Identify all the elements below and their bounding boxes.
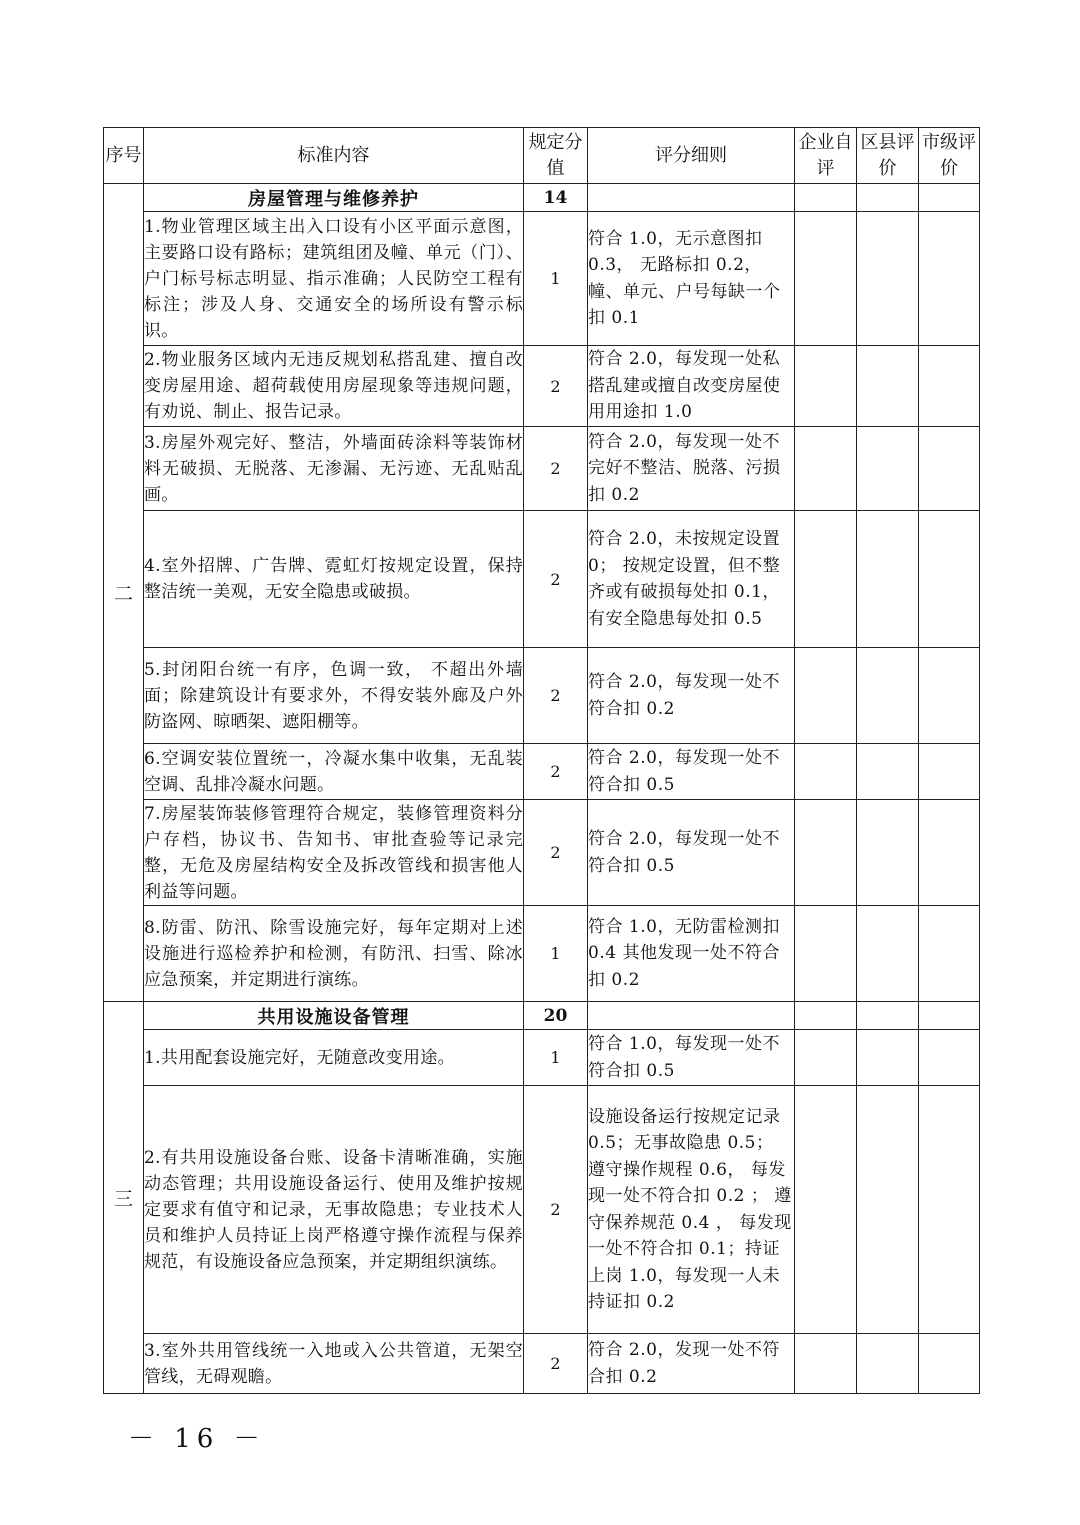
blank-cell [795,184,857,212]
standard-content: 3.房屋外观完好、整洁，外墙面砖涂料等装饰材料无破损、无脱落、无渗漏、无污迹、无乱贴乱画。 [144,427,524,511]
standard-content: 1.共用配套设施完好，无随意改变用途。 [144,1030,524,1086]
table-row [104,744,980,800]
header-rules: 评分细则 [588,128,795,184]
row-points: 1 [524,906,588,1002]
table-row [104,427,980,511]
table-row [104,346,980,427]
header-points: 规定分值 [524,128,588,184]
section-title-row [104,1002,980,1030]
district-eval-cell [857,744,919,800]
section-title: 房屋管理与维修养护 [144,184,524,212]
city-eval-cell [919,1030,980,1086]
city-eval-cell [919,346,980,427]
section-title-row [104,184,980,212]
self-eval-cell [795,1030,857,1086]
header-self-eval: 企业自评 [795,128,857,184]
row-points: 2 [524,346,588,427]
scoring-rule: 设施设备运行按规定记录 0.5；无事故隐患 0.5； 遵守操作规程 0.6， 每发现一处不符合扣 0.2 ； 遵守保养规范 0.4 ， 每发现一处不符合扣 0.1；持证上岗 1.0，每发现一人未持证扣 0.2 [588,1086,795,1334]
district-eval-cell [857,346,919,427]
standard-content: 7.房屋装饰装修管理符合规定，装修管理资料分户存档，协议书、告知书、审批查验等记录完整，无危及房屋结构安全及拆改管线和损害他人利益等问题。 [144,800,524,906]
section-seq: 二 [104,184,144,1002]
city-eval-cell [919,744,980,800]
district-eval-cell [857,511,919,648]
blank-cell [857,1002,919,1030]
table-row [104,800,980,906]
self-eval-cell [795,1086,857,1334]
row-points: 2 [524,511,588,648]
city-eval-cell [919,1334,980,1394]
header-row [104,128,980,184]
blank-cell [919,184,980,212]
city-eval-cell [919,906,980,1002]
standard-content: 5.封闭阳台统一有序，色调一致， 不超出外墙面；除建筑设计有要求外，不得安装外廊及户外防盗网、晾晒架、遮阳棚等。 [144,648,524,744]
blank-cell [919,1002,980,1030]
standard-content: 3.室外共用管线统一入地或入公共管道，无架空管线，无碍观瞻。 [144,1334,524,1394]
row-points: 2 [524,648,588,744]
district-eval-cell [857,1030,919,1086]
district-eval-cell [857,648,919,744]
self-eval-cell [795,346,857,427]
table-row [104,906,980,1002]
city-eval-cell [919,511,980,648]
standard-content: 2.有共用设施设备台账、设备卡清晰准确，实施动态管理；共用设施设备运行、使用及维护按规定要求有值守和记录，无事故隐患；专业技术人员和维护人员持证上岗严格遵守操作流程与保养规范，有设施设备应急预案，并定期组织演练。 [144,1086,524,1334]
row-points: 2 [524,800,588,906]
section-title: 共用设施设备管理 [144,1002,524,1030]
scoring-table [103,127,980,1394]
scoring-rule: 符合 2.0，发现一处不符合扣 0.2 [588,1334,795,1394]
row-points: 2 [524,1334,588,1394]
self-eval-cell [795,800,857,906]
standard-content: 2.物业服务区域内无违反规划私搭乱建、擅自改变房屋用途、超荷载使用房屋现象等违规问题，有劝说、制止、报告记录。 [144,346,524,427]
city-eval-cell [919,800,980,906]
self-eval-cell [795,648,857,744]
table-row [104,1030,980,1086]
self-eval-cell [795,906,857,1002]
district-eval-cell [857,800,919,906]
blank-cell [795,1002,857,1030]
table-row [104,648,980,744]
blank-cell [857,184,919,212]
table-row [104,1334,980,1394]
row-points: 1 [524,1030,588,1086]
standard-content: 4.室外招牌、广告牌、霓虹灯按规定设置，保持整洁统一美观，无安全隐患或破损。 [144,511,524,648]
city-eval-cell [919,1086,980,1334]
district-eval-cell [857,1086,919,1334]
district-eval-cell [857,427,919,511]
district-eval-cell [857,906,919,1002]
self-eval-cell [795,1334,857,1394]
standard-content: 6.空调安装位置统一，冷凝水集中收集，无乱装空调、乱排冷凝水问题。 [144,744,524,800]
scoring-rule: 符合 2.0，每发现一处不符合扣 0.5 [588,744,795,800]
header-seq: 序号 [104,128,144,184]
page-number: － 16 － [128,1424,266,1454]
row-points: 2 [524,1086,588,1334]
section-seq: 三 [104,1002,144,1394]
header-district-eval: 区县评价 [857,128,919,184]
scoring-rule: 符合 2.0，每发现一处不符合扣 0.5 [588,800,795,906]
city-eval-cell [919,427,980,511]
scoring-rule: 符合 2.0，未按规定设置 0； 按规定设置，但不整齐或有破损每处扣 0.1，有安全隐患每处扣 0.5 [588,511,795,648]
blank-cell [588,1002,795,1030]
header-standard: 标准内容 [144,128,524,184]
scoring-rule: 符合 2.0，每发现一处不完好不整洁、脱落、污损扣 0.2 [588,427,795,511]
scoring-rule: 符合 1.0，每发现一处不符合扣 0.5 [588,1030,795,1086]
self-eval-cell [795,511,857,648]
table-row [104,212,980,346]
district-eval-cell [857,212,919,346]
self-eval-cell [795,744,857,800]
header-city-eval: 市级评价 [919,128,980,184]
district-eval-cell [857,1334,919,1394]
standard-content: 8.防雷、防汛、除雪设施完好，每年定期对上述设施进行巡检养护和检测，有防汛、扫雪、除冰应急预案，并定期进行演练。 [144,906,524,1002]
self-eval-cell [795,212,857,346]
self-eval-cell [795,427,857,511]
scoring-rule: 符合 1.0，无示意图扣 0.3， 无路标扣 0.2，幢、单元、户号每缺一个扣 0.1 [588,212,795,346]
table-row [104,1086,980,1334]
section-points: 20 [524,1002,588,1030]
scoring-rule: 符合 2.0，每发现一处私搭乱建或擅自改变房屋使用用途扣 1.0 [588,346,795,427]
scoring-rule: 符合 1.0，无防雷检测扣 0.4 其他发现一处不符合扣 0.2 [588,906,795,1002]
table-row [104,511,980,648]
row-points: 2 [524,427,588,511]
scoring-rule: 符合 2.0，每发现一处不符合扣 0.2 [588,648,795,744]
row-points: 1 [524,212,588,346]
city-eval-cell [919,212,980,346]
standard-content: 1.物业管理区域主出入口设有小区平面示意图， 主要路口设有路标；建筑组团及幢、单元（门）、户门标号标志明显、指示准确；人民防空工程有标注；涉及人身、交通安全的场所设有警示标识。 [144,212,524,346]
row-points: 2 [524,744,588,800]
blank-cell [588,184,795,212]
section-points: 14 [524,184,588,212]
city-eval-cell [919,648,980,744]
